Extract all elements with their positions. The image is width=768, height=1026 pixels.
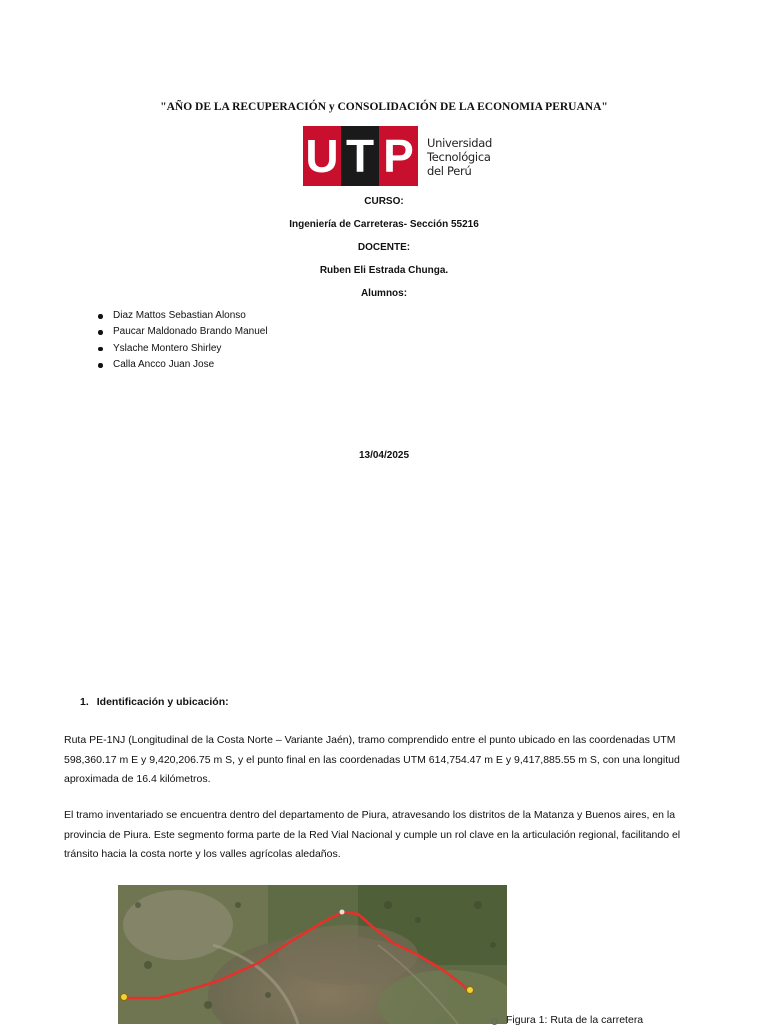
student-name: Calla Ancco Juan Jose [113,359,215,371]
logo-letter-u: U [303,126,341,186]
document-date: 13/04/2025 [358,450,410,461]
logo-text-line-1: Universidad [427,136,493,150]
student-item [96,357,268,373]
bullet-icon [98,314,103,319]
figure-caption: Figura 1: Ruta de la carretera [506,1014,644,1026]
route-satellite-map [118,885,507,1024]
paragraph-context: El tramo inventariado se encuentra dentro del departamento de Piura, atravesando los distritos de la Matanza y Buenos aires, en la provincia de Piura. Este segmento forma parte de la Red Vial Nacional y cumple un rol clave en la articulación regional, facilitando el tránsito hacia la costa norte y los valles agrícolas aledaños. [64,809,681,860]
logo-letter-t: T [341,126,379,186]
teacher-label: DOCENTE: [357,242,411,253]
bullet-icon [98,363,103,368]
student-item [96,324,268,340]
logo-text [427,136,492,178]
section-title: Identificación y ubicación: [96,696,229,708]
student-item [96,308,268,324]
student-name: Paucar Maldonado Brando Manuel [113,326,268,338]
student-name: Diaz Mattos Sebastian Alonso [113,310,246,321]
bullet-icon [98,330,103,335]
students-list [96,308,268,374]
logo-text-line-2: Tecnológica [427,150,491,164]
paragraph-location: Ruta PE-1NJ (Longitudinal de la Costa Norte – Variante Jaén), tramo comprendido entre el punto ubicado en las coordenadas UTM 598,360.17 m E y 9,420,206.75 m S, y el punto final en las coordenadas UTM 614,754.47 m E y 9,417,885.55 m S, con una longitud aproximada de 16.4 kilómetros. [64,734,680,785]
utp-logo [303,126,493,186]
student-name: Yslache Montero Shirley [113,342,222,354]
section-number: 1. [80,696,89,708]
logo-letter-p: P [379,126,418,186]
students-label: Alumnos: [360,288,408,299]
course-value: Ingeniería de Carreteras- Sección 55216 [289,219,479,230]
year-title: "AÑO DE LA RECUPERACIÓN y CONSOLIDACIÓN DE LA ECONOMIA PERUANA" [160,101,608,113]
course-label: CURSO: [364,196,404,207]
teacher-value: Ruben Eli Estrada Chunga. [319,265,449,276]
student-item [96,341,268,357]
logo-text-line-3: del Perú [427,164,472,178]
section-heading [80,696,229,708]
bullet-icon [98,347,103,352]
